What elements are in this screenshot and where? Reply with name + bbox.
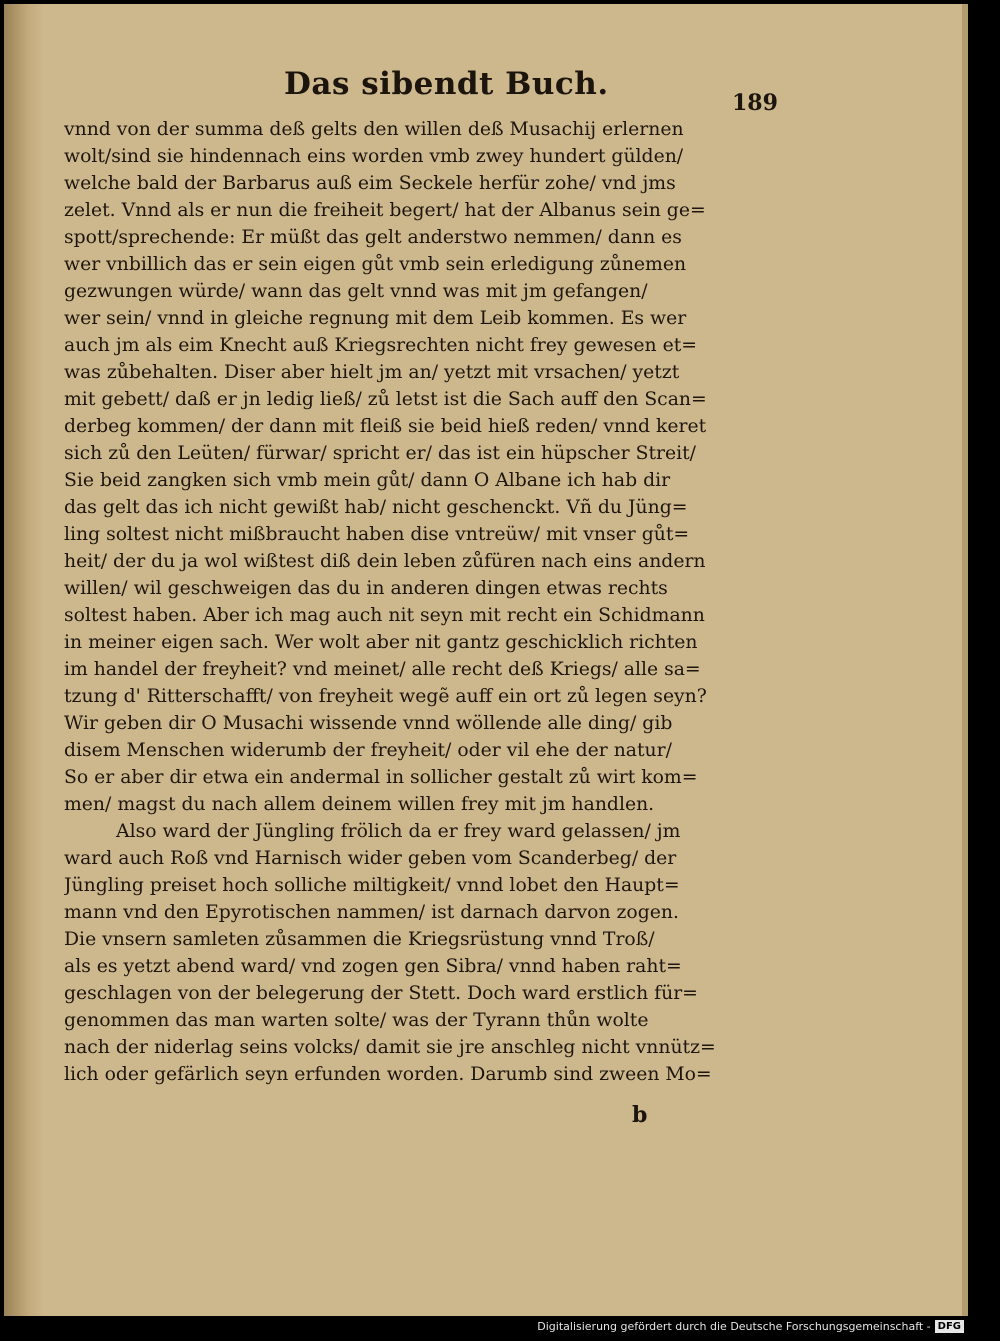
text-line: im handel der freyheit? vnd meinet/ alle recht deß Kriegs/ alle sa= <box>64 659 701 680</box>
running-head: Das sibendt Buch. <box>284 66 609 102</box>
text-line: mit gebett/ daß er jn ledig ließ/ zů letst ist die Sach auff den Scan= <box>64 389 707 410</box>
text-line: das gelt das ich nicht gewißt hab/ nicht geschenckt. Vñ du Jüng= <box>64 497 688 518</box>
text-line: disem Menschen widerumb der freyheit/ oder vil ehe der natur/ <box>64 740 672 761</box>
text-line: auch jm als eim Knecht auß Kriegsrechten nicht frey gewesen et= <box>64 335 698 356</box>
text-line: spott/sprechende: Er müßt das gelt anderstwo nemmen/ dann es <box>64 227 682 248</box>
text-line: Die vnsern samleten zůsammen die Kriegsrüstung vnnd Troß/ <box>64 929 655 950</box>
body-text <box>64 116 754 1088</box>
text-line: ward auch Roß vnd Harnisch wider geben vom Scanderbeg/ der <box>64 848 677 869</box>
text-line: gezwungen würde/ wann das gelt vnnd was mit jm gefangen/ <box>64 281 648 302</box>
dfg-logo: DFG <box>935 1320 964 1333</box>
text-line: Sie beid zangken sich vmb mein gůt/ dann O Albane ich hab dir <box>64 470 671 491</box>
text-line: wer sein/ vnnd in gleiche regnung mit dem Leib kommen. Es wer <box>64 308 687 329</box>
text-line: geschlagen von der belegerung der Stett. Doch ward erstlich für= <box>64 983 698 1004</box>
text-line: mann vnd den Epyrotischen nammen/ ist darnach darvon zogen. <box>64 902 679 923</box>
text-line: was zůbehalten. Diser aber hielt jm an/ yetzt mit vrsachen/ yetzt <box>64 362 680 383</box>
text-line: in meiner eigen sach. Wer wolt aber nit gantz geschicklich richten <box>64 632 698 653</box>
text-line: Also ward der Jüngling frölich da er frey ward gelassen/ jm <box>116 821 681 842</box>
text-line: lich oder gefärlich seyn erfunden worden. Darumb sind zween Mo= <box>64 1064 712 1085</box>
text-line: ling soltest nicht mißbraucht haben dise vntreüw/ mit vnser gůt= <box>64 524 690 545</box>
text-line: men/ magst du nach allem deinem willen frey mit jm handlen. <box>64 794 655 815</box>
text-line: zelet. Vnnd als er nun die freiheit begert/ hat der Albanus sein ge= <box>64 200 706 221</box>
page-number: 189 <box>732 90 778 116</box>
text-line: nach der niderlag seins volcks/ damit sie jre anschleg nicht vnnütz= <box>64 1037 716 1058</box>
page-binding-shadow <box>4 4 44 1316</box>
credit-text: Digitalisierung gefördert durch die Deutsche Forschungsgemeinschaft - <box>537 1320 931 1333</box>
text-line: vnnd von der summa deß gelts den willen deß Musachij erlernen <box>64 119 684 140</box>
digitization-credit <box>537 1320 964 1333</box>
text-line: Wir geben dir O Musachi wissende vnnd wöllende alle ding/ gib <box>64 713 673 734</box>
text-line: tzung d' Ritterschafft/ von freyheit wegẽ auff ein ort zů legen seyn? <box>64 686 707 707</box>
text-line: welche bald der Barbarus auß eim Seckele herfür zohe/ vnd jms <box>64 173 676 194</box>
text-line: derbeg kommen/ der dann mit fleiß sie beid hieß reden/ vnnd keret <box>64 416 707 437</box>
text-line: heit/ der du ja wol wißtest diß dein leben zůfüren nach eins andern <box>64 551 706 572</box>
text-line: wer vnbillich das er sein eigen gůt vmb sein erledigung zůnemen <box>64 254 687 275</box>
book-page <box>4 4 968 1316</box>
text-line: So er aber dir etwa ein andermal in sollicher gestalt zů wirt kom= <box>64 767 698 788</box>
text-line: als es yetzt abend ward/ vnd zogen gen Sibra/ vnnd haben raht= <box>64 956 682 977</box>
text-line: Jüngling preiset hoch solliche miltigkeit/ vnnd lobet den Haupt= <box>64 875 680 896</box>
signature-mark: b <box>632 1102 648 1128</box>
text-line: soltest haben. Aber ich mag auch nit seyn mit recht ein Schidmann <box>64 605 705 626</box>
text-line: willen/ wil geschweigen das du in anderen dingen etwas rechts <box>64 578 668 599</box>
text-line: wolt/sind sie hindennach eins worden vmb zwey hundert gülden/ <box>64 146 684 167</box>
text-line: sich zů den Leüten/ fürwar/ spricht er/ das ist ein hüpscher Streit/ <box>64 443 696 464</box>
text-line: genommen das man warten solte/ was der Tyrann thůn wolte <box>64 1010 649 1031</box>
